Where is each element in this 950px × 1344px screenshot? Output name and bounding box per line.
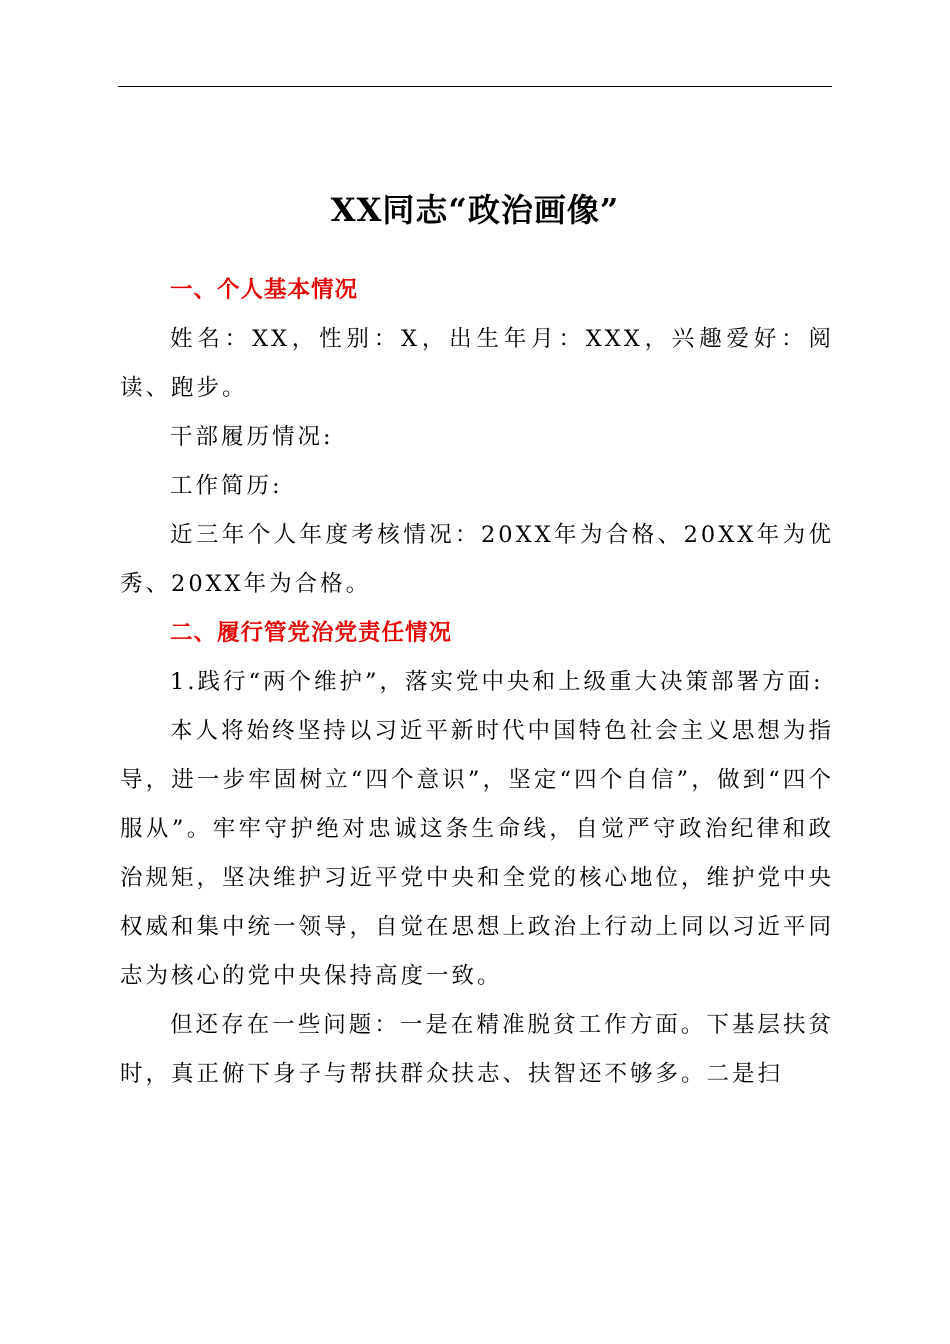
document-title: XX同志“政治画像”: [330, 191, 620, 229]
section-basic-info: [120, 266, 834, 609]
header-rule: [118, 86, 832, 87]
paragraph-problems: 但还存在一些问题：一是在精准脱贫工作方面。下基层扶贫时，真正俯下身子与帮扶群众扶志、扶智还不够多。二是扫: [120, 1012, 834, 1087]
paragraph-cadre-history: 干部履历情况:: [170, 424, 334, 450]
paragraph-commitment: 本人将始终坚持以习近平新时代中国特色社会主义思想为指导，进一步牢固树立“四个意识”，坚定“四个自信”，做到“四个服从”。牢牢守护绝对忠诚这条生命线，自觉严守政治纪律和政治规矩，坚决维护习近平党中央和全党的核心地位，维护党中央权威和集中统一领导，自觉在思想上政治上行动上同以习近平同志为核心的党中央保持高度一致。: [120, 718, 835, 989]
section-party-responsibility: [120, 609, 834, 1099]
paragraph-annual-assessment: 近三年个人年度考核情况：20XX年为合格、20XX年为优秀、20XX年为合格。: [120, 522, 834, 597]
section-heading: 一、个人基本情况: [170, 277, 359, 303]
paragraph-work-history: 工作简历:: [170, 473, 283, 499]
section-heading: 二、履行管党治党责任情况: [170, 620, 453, 646]
paragraph-two-safeguards: 1.践行“两个维护”，落实党中央和上级重大决策部署方面:: [170, 669, 824, 695]
paragraph-personal-info: 姓名：XX，性别：X，出生年月：XXX，兴趣爱好：阅读、跑步。: [120, 326, 834, 401]
document-body: [120, 266, 834, 1099]
